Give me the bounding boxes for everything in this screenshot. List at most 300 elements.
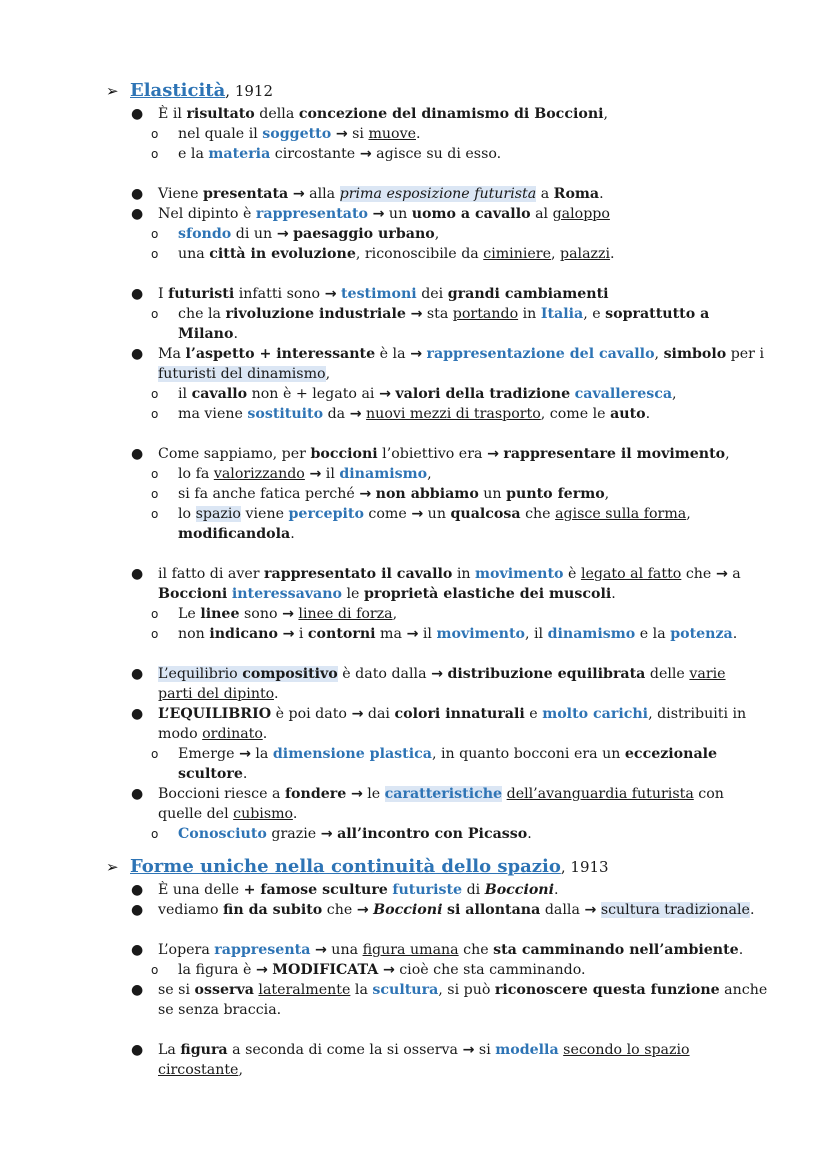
text-run: dai [363, 706, 395, 722]
text-run: colori innaturali [394, 706, 525, 722]
text-run: le [362, 786, 385, 802]
text-run: figura umana [362, 942, 459, 958]
text-run: movimento [436, 626, 525, 642]
text-run: rappresentazione del cavallo [426, 346, 655, 362]
bullet-dot-icon: ● [131, 1042, 144, 1058]
text-run: È una delle [158, 882, 244, 898]
text-run: sfondo [178, 226, 232, 242]
sub-bullet-line [0, 224, 828, 244]
sub-bullet-line [0, 960, 828, 980]
arrow-icon: → [276, 226, 289, 242]
text-run: grazie [266, 826, 321, 842]
arrow-icon: → [324, 286, 337, 302]
bullet-dot-icon: ● [131, 206, 144, 222]
text-run: , si può [438, 982, 495, 998]
arrow-icon: → [462, 1042, 475, 1058]
text-run: L’opera [158, 942, 215, 958]
text-run: il [321, 466, 340, 482]
text-run: è poi dato [271, 706, 352, 722]
text-run: Boccioni [484, 882, 555, 898]
text-run: agisce sulla forma [555, 506, 687, 522]
text-run: il [178, 386, 192, 402]
text-run: molto carichi [542, 706, 649, 722]
sub-bullet-line [0, 144, 828, 164]
sub-bullet-line [0, 624, 828, 644]
text-run: futuristi [168, 286, 235, 302]
text-run: , [434, 226, 440, 242]
text-run: in [452, 566, 476, 582]
text-run: lateralmente [258, 982, 351, 998]
text-run: anche [719, 982, 768, 998]
text-run: cavallo [191, 386, 248, 402]
text-run: varie [689, 666, 726, 682]
text-run: sostituito [247, 406, 324, 422]
text-run: nuovi mezzi di trasporto [366, 406, 541, 422]
text-run: cavalleresca [574, 386, 673, 402]
text-run: . [599, 186, 604, 202]
text-run: la figura è [178, 962, 256, 978]
text-run: L’equilibrio [158, 666, 243, 682]
text-run: , riconoscibile da [355, 246, 484, 262]
text-run: . [645, 406, 651, 422]
arrow-icon: → [314, 942, 327, 958]
bullet-circle-icon: o [151, 247, 159, 261]
text-run: alla [304, 186, 340, 202]
text-run: scultura [372, 982, 439, 998]
arrow-icon: → [292, 186, 305, 202]
text-run: , distribuiti in [648, 706, 747, 722]
sub-bullet-line [0, 384, 828, 404]
text-run: e la [178, 146, 209, 162]
text-run: + famose sculture [243, 882, 388, 898]
arrow-icon: → [410, 346, 422, 362]
arrow-icon: → [356, 902, 369, 918]
text-run: un [423, 506, 451, 522]
text-run: . [527, 826, 532, 842]
text-run: valori della tradizione [395, 386, 571, 402]
sub-bullet-line [0, 824, 828, 844]
text-run: l’obiettivo era [377, 446, 487, 462]
text-run: di [462, 882, 485, 898]
text-run: Le [178, 606, 201, 622]
text-run: delle [645, 666, 690, 682]
arrow-icon: → [351, 706, 364, 722]
text-run: , [238, 1062, 243, 1078]
text-run: nel quale il [178, 126, 263, 142]
text-run: , [427, 466, 432, 482]
bullet-circle-icon: o [151, 627, 159, 641]
text-run: un [384, 206, 412, 222]
text-run: i [294, 626, 308, 642]
bullet-dot-icon: ● [131, 666, 144, 682]
bullet-line [0, 940, 828, 960]
text-run: lo [178, 506, 196, 522]
text-run: ciminiere [483, 246, 551, 262]
text-run: . [738, 942, 744, 958]
text-run: figura [180, 1042, 228, 1058]
text-run: testimoni [340, 286, 417, 302]
text-run: al [530, 206, 553, 222]
text-run: linee [200, 606, 240, 622]
text-run: L’EQUILIBRIO [158, 706, 272, 722]
continuation-line [0, 804, 828, 824]
text-run: linee di forza [298, 606, 393, 622]
text-run: una [326, 942, 363, 958]
continuation-line [0, 764, 828, 784]
text-run: interessavano [231, 586, 342, 602]
bullet-line [0, 104, 828, 124]
bullet-circle-icon: o [151, 407, 159, 421]
text-run: . [233, 326, 238, 342]
text-run: , e [583, 306, 606, 322]
text-run: per i [726, 346, 765, 362]
text-run: è [563, 566, 581, 582]
text-run: con [693, 786, 724, 802]
text-run: Italia [540, 306, 584, 322]
arrow-icon: → [350, 786, 363, 802]
text-run: MODIFICATA [272, 962, 379, 978]
sub-bullet-line [0, 124, 828, 144]
text-run: che [458, 942, 494, 958]
arrow-icon: → [431, 666, 443, 682]
text-run: viene [240, 506, 289, 522]
text-run: e la [635, 626, 671, 642]
text-run: potenza [670, 626, 733, 642]
text-run: Come sappiamo, per [158, 446, 311, 462]
text-run: le [341, 586, 364, 602]
text-run: qualcosa [450, 506, 521, 522]
bullet-circle-icon: o [151, 607, 159, 621]
text-run: , [603, 106, 609, 122]
text-run: sta [422, 306, 453, 322]
text-run: . [415, 126, 421, 142]
section-heading-elasticita [0, 78, 828, 104]
text-run: percepito [288, 506, 364, 522]
text-run: contorni [307, 626, 376, 642]
text-run: dell’avanguardia futurista [506, 786, 694, 802]
text-run: modo [158, 726, 203, 742]
arrow-icon: → [359, 146, 372, 162]
continuation-line [0, 324, 828, 344]
text-run: futuristi del dinamismo [158, 366, 326, 382]
text-run: di un [231, 226, 277, 242]
bullet-circle-icon: o [151, 127, 159, 141]
section-year: , 1912 [225, 82, 274, 100]
text-run: Ma [158, 346, 186, 362]
arrow-icon: → [715, 566, 728, 582]
bullet-line [0, 204, 828, 224]
bullet-dot-icon: ● [131, 286, 144, 302]
bullet-line [0, 564, 828, 584]
arrow-icon: → [372, 206, 385, 222]
text-run: città in evoluzione [209, 246, 356, 262]
text-run: Roma [553, 186, 600, 202]
bullet-dot-icon: ● [131, 706, 144, 722]
bullet-dot-icon: ● [131, 186, 144, 202]
text-run: dimensione plastica [272, 746, 432, 762]
text-run: una [178, 246, 210, 262]
section-title[interactable]: Elasticità [130, 80, 226, 101]
text-run: si [347, 126, 369, 142]
arrow-icon: → [282, 626, 295, 642]
text-run: come [363, 506, 412, 522]
text-run: indicano [209, 626, 278, 642]
text-run: circostante [270, 146, 360, 162]
text-run: in [518, 306, 541, 322]
bullet-line [0, 444, 828, 464]
text-run: quelle del [158, 806, 234, 822]
text-run: non [178, 626, 210, 642]
text-run: che [520, 506, 556, 522]
text-run: si [474, 1042, 496, 1058]
bullet-dot-icon: ● [131, 902, 144, 918]
text-run: cubismo [233, 806, 293, 822]
text-run: un [478, 486, 507, 502]
text-run: valorizzando [213, 466, 305, 482]
text-run: dei [416, 286, 448, 302]
arrow-icon: → [349, 406, 362, 422]
text-run: punto fermo [506, 486, 605, 502]
arrow-bullet-icon: ➢ [106, 858, 119, 876]
text-run: non abbiamo [375, 486, 479, 502]
bullet-circle-icon: o [151, 487, 159, 501]
text-run: riconoscere questa funzione [494, 982, 720, 998]
sub-bullet-line [0, 604, 828, 624]
arrow-icon: → [584, 902, 597, 918]
text-run: , [672, 386, 677, 402]
text-run: da [323, 406, 350, 422]
text-run: , [392, 606, 398, 622]
bullet-dot-icon: ● [131, 882, 144, 898]
text-run: ordinato [202, 726, 263, 742]
text-run: scultura tradizionale [600, 902, 750, 918]
text-run: la [250, 746, 273, 762]
text-run: modella [495, 1042, 559, 1058]
text-run: secondo lo spazio [563, 1042, 690, 1058]
text-run: , [725, 446, 730, 462]
bullet-dot-icon: ● [131, 566, 144, 582]
bullet-line [0, 880, 828, 900]
text-run: , il [524, 626, 548, 642]
text-run: che [322, 902, 357, 918]
text-run: . [273, 686, 279, 702]
text-run: agisce su di esso. [371, 146, 502, 162]
bullet-dot-icon: ● [131, 106, 144, 122]
text-run: Emerge [178, 746, 239, 762]
text-run: si fa anche fatica perché [178, 486, 360, 502]
bullet-dot-icon: ● [131, 942, 144, 958]
document-page [0, 78, 828, 1080]
arrow-icon: → [320, 826, 333, 842]
text-run: e [524, 706, 543, 722]
bullet-line [0, 184, 828, 204]
text-run: fin da subito [223, 902, 323, 918]
arrow-icon: → [309, 466, 322, 482]
text-run: l’aspetto + interessante [185, 346, 376, 362]
bullet-line [0, 284, 828, 304]
text-run: lo fa [178, 466, 214, 482]
text-run: , [654, 346, 664, 362]
text-run: palazzi [560, 246, 611, 262]
bullet-line [0, 1040, 828, 1060]
sub-bullet-line [0, 744, 828, 764]
text-run: della [254, 106, 299, 122]
arrow-bullet-icon: ➢ [106, 82, 119, 100]
text-run: il [418, 626, 437, 642]
text-run: futuriste [392, 882, 463, 898]
text-run: caratteristiche [384, 786, 503, 802]
bullet-circle-icon: o [151, 963, 159, 977]
text-run: fondere [284, 786, 347, 802]
text-run: modificandola [178, 526, 291, 542]
text-run: . [611, 586, 616, 602]
bullet-dot-icon: ● [131, 446, 144, 462]
continuation-line [0, 584, 828, 604]
continuation-line [0, 724, 828, 744]
text-run: distribuzione equilibrata [447, 666, 646, 682]
text-run: . [290, 526, 295, 542]
text-run: a [727, 566, 741, 582]
sub-bullet-line [0, 404, 828, 424]
bullet-circle-icon: o [151, 507, 159, 521]
text-run: materia [208, 146, 271, 162]
text-run: si allontana [446, 902, 541, 918]
arrow-icon: → [335, 126, 348, 142]
text-run: galoppo [552, 206, 610, 222]
text-run: non è + legato ai [247, 386, 379, 402]
text-run: spazio [195, 506, 241, 522]
text-run: muove [368, 126, 416, 142]
text-run: movimento [475, 566, 564, 582]
sub-bullet-line [0, 484, 828, 504]
text-run: concezione del dinamismo di Boccioni [298, 106, 604, 122]
text-run: è dato dalla [337, 666, 432, 682]
text-run: boccioni [310, 446, 378, 462]
bullet-line [0, 344, 828, 364]
text-run: I [158, 286, 169, 302]
arrow-icon: → [406, 626, 419, 642]
text-run: Boccioni [373, 902, 443, 918]
text-run: cioè che sta camminando. [394, 962, 586, 978]
bullet-dot-icon: ● [131, 982, 144, 998]
text-run: prima esposizione futurista [339, 186, 537, 202]
text-run: rappresentato [255, 206, 369, 222]
text-run: presentata [202, 186, 289, 202]
arrow-icon: → [238, 746, 251, 762]
continuation-line [0, 524, 828, 544]
text-run: risultato [186, 106, 255, 122]
arrow-icon: → [255, 962, 268, 978]
text-run: infatti sono [234, 286, 325, 302]
text-run: è la [375, 346, 411, 362]
bullet-circle-icon: o [151, 387, 159, 401]
text-run: , in quanto bocconi era un [431, 746, 625, 762]
text-run: , [550, 246, 561, 262]
text-run: dinamismo [547, 626, 636, 642]
text-run: ma [375, 626, 407, 642]
arrow-icon: → [282, 606, 294, 622]
bullet-circle-icon: o [151, 307, 159, 321]
section-year: , 1913 [560, 858, 609, 876]
text-run: osserva [194, 982, 254, 998]
text-run: se si [158, 982, 195, 998]
bullet-dot-icon: ● [131, 786, 144, 802]
text-run: a [536, 186, 554, 202]
text-run: La [158, 1042, 181, 1058]
sub-bullet-line [0, 504, 828, 524]
text-run: . [242, 766, 248, 782]
text-run: . [262, 726, 268, 742]
text-run: sta camminando nell’ambiente [493, 942, 739, 958]
section-heading-forme-uniche [0, 854, 828, 880]
text-run: Viene [158, 186, 203, 202]
bullet-line [0, 784, 828, 804]
text-run: parti del dipinto [158, 686, 274, 702]
text-run: dinamismo [339, 466, 428, 482]
text-run: a seconda di come la si osserva [227, 1042, 463, 1058]
text-run: rappresenta [214, 942, 311, 958]
bullet-circle-icon: o [151, 747, 159, 761]
text-run: la [350, 982, 373, 998]
text-run: circostante [158, 1062, 239, 1078]
text-run: grandi cambiamenti [447, 286, 609, 302]
text-run: , [325, 366, 331, 382]
text-run: che [681, 566, 716, 582]
text-run: Boccioni [158, 586, 228, 602]
bullet-circle-icon: o [151, 827, 159, 841]
bullet-line [0, 664, 828, 684]
bullet-line [0, 704, 828, 724]
arrow-icon: → [411, 506, 424, 522]
text-run: rappresentato il cavallo [264, 566, 453, 582]
text-run: , come le [540, 406, 611, 422]
sub-bullet-line [0, 304, 828, 324]
text-run: . [610, 246, 615, 262]
text-run: . [732, 626, 738, 642]
bullet-dot-icon: ● [131, 346, 144, 362]
arrow-icon: → [382, 962, 395, 978]
text-run: il fatto di aver [158, 566, 265, 582]
text-run: uomo a cavallo [411, 206, 531, 222]
text-run: dalla [540, 902, 585, 918]
bullet-line [0, 980, 828, 1000]
text-run: Nel dipinto è [158, 206, 256, 222]
text-run: , [604, 486, 610, 502]
text-run: auto [610, 406, 646, 422]
arrow-icon: → [378, 386, 391, 402]
continuation-line [0, 1060, 828, 1080]
text-run: Boccioni riesce a [158, 786, 285, 802]
text-run: ma viene [178, 406, 248, 422]
text-run: soggetto [262, 126, 332, 142]
continuation-line [0, 364, 828, 384]
text-run: eccezionale [624, 746, 718, 762]
arrow-icon: → [410, 306, 423, 322]
sub-bullet-line [0, 464, 828, 484]
arrow-icon: → [486, 446, 499, 462]
text-run: Conosciuto [178, 826, 267, 842]
text-run: rivoluzione industriale [225, 306, 406, 322]
continuation-line [0, 684, 828, 704]
text-run: scultore [178, 766, 243, 782]
arrow-icon: → [359, 486, 372, 502]
text-run: che la [178, 306, 226, 322]
continuation-line [0, 1000, 828, 1020]
text-run: simbolo [663, 346, 727, 362]
section-title[interactable]: Forme uniche nella continuità dello spazio [130, 856, 561, 877]
text-run: all’incontro con Picasso [337, 826, 528, 842]
text-run: se senza braccia. [158, 1002, 282, 1018]
